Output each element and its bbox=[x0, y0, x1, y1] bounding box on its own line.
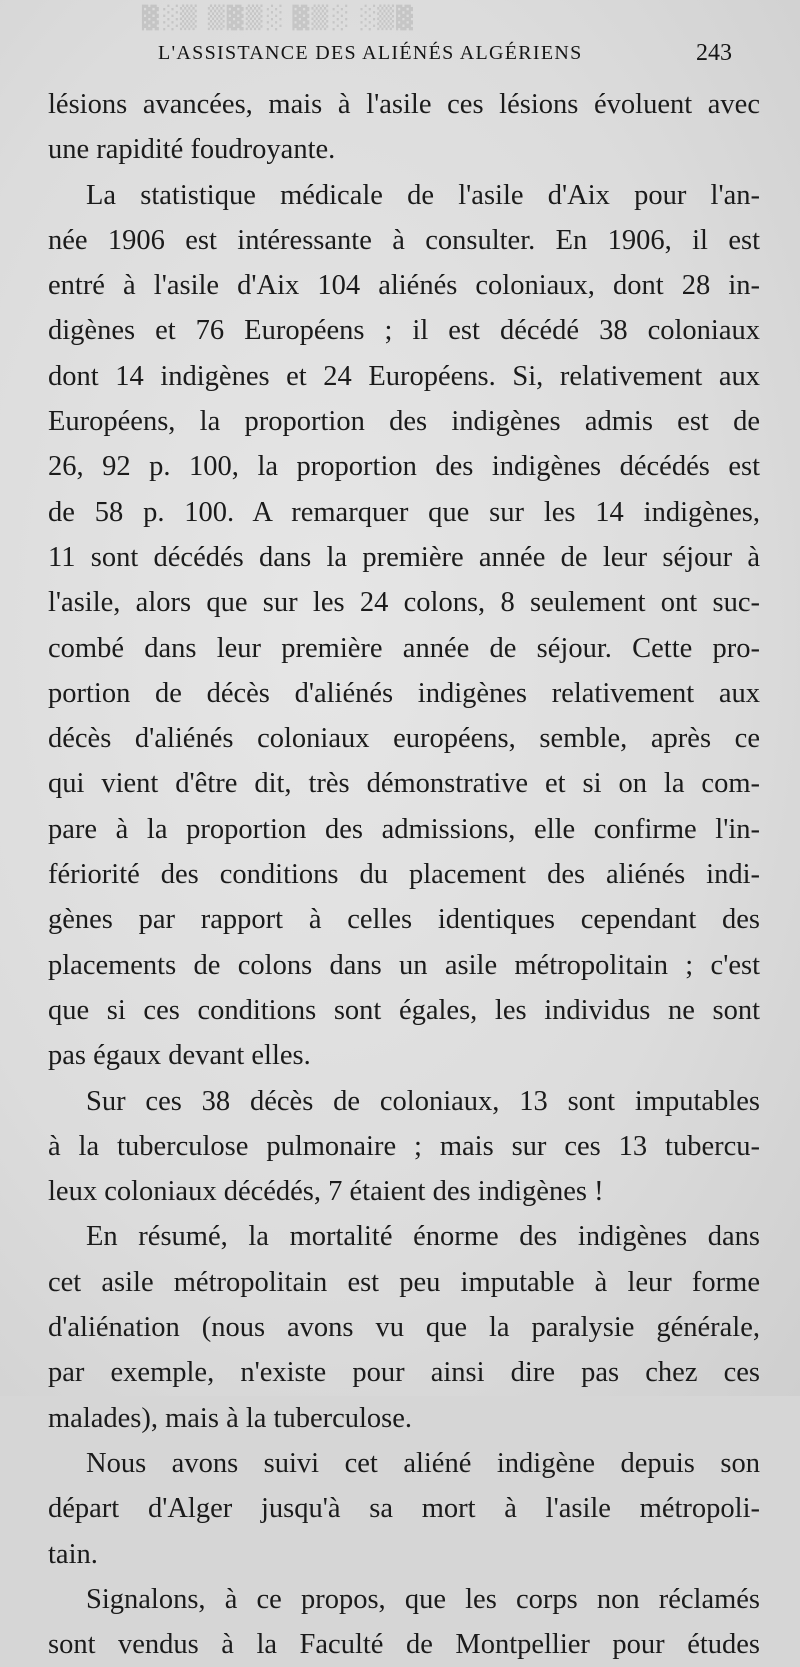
running-header bbox=[0, 38, 800, 72]
page-number: 243 bbox=[696, 40, 732, 66]
bleed-through-text: ▓▒░ ░▒▓ ░▒▓▒ ▒░▓ bbox=[140, 6, 413, 31]
text-line: placements de colons dans un asile métropolitain ; c'est bbox=[48, 949, 760, 981]
text-line: l'asile, alors que sur les 24 colons, 8 seulement ont suc- bbox=[48, 587, 760, 619]
text-line: 26, 92 p. 100, la proportion des indigènes décédés est bbox=[48, 451, 760, 483]
text-line: qui vient d'être dit, très démonstrative et si on la com- bbox=[48, 768, 760, 800]
text-line: portion de décès d'aliénés indigènes relativement aux bbox=[48, 677, 760, 709]
text-line: Nous avons suivi cet aliéné indigène depuis son bbox=[86, 1447, 760, 1479]
text-line: 11 sont décédés dans la première année de leur séjour à bbox=[48, 541, 760, 573]
text-line: entré à l'asile d'Aix 104 aliénés coloniaux, dont 28 in- bbox=[48, 270, 760, 302]
text-line: dont 14 indigènes et 24 Européens. Si, relativement aux bbox=[48, 360, 760, 392]
text-line: Sur ces 38 décès de coloniaux, 13 sont imputables bbox=[86, 1085, 760, 1117]
text-line: sont vendus à la Faculté de Montpellier pour études bbox=[48, 1629, 760, 1661]
text-line: que si ces conditions sont égales, les individus ne sont bbox=[48, 994, 760, 1026]
text-line: fériorité des conditions du placement des aliénés indi- bbox=[48, 859, 760, 891]
text-line: La statistique médicale de l'asile d'Aix pour l'an- bbox=[86, 179, 760, 211]
text-line: à la tuberculose pulmonaire ; mais sur ces 13 tubercu- bbox=[48, 1130, 760, 1162]
text-line: née 1906 est intéressante à consulter. En 1906, il est bbox=[48, 224, 760, 256]
text-line: digènes et 76 Européens ; il est décédé 38 coloniaux bbox=[48, 315, 760, 347]
text-line: combé dans leur première année de séjour. Cette pro- bbox=[48, 632, 760, 664]
text-line: malades), mais à la tuberculose. bbox=[48, 1402, 413, 1434]
text-line: tain. bbox=[48, 1538, 98, 1570]
text-line: pare à la proportion des admissions, elle confirme l'in- bbox=[48, 813, 760, 845]
text-line: lésions avancées, mais à l'asile ces lésions évoluent avec bbox=[48, 89, 760, 120]
text-line: décès d'aliénés coloniaux européens, semble, après ce bbox=[48, 723, 760, 755]
text-line: de 58 p. 100. A remarquer que sur les 14 indigènes, bbox=[48, 496, 760, 528]
text-line: pas égaux devant elles. bbox=[48, 1040, 311, 1072]
text-line: Signalons, à ce propos, que les corps non réclamés bbox=[86, 1583, 760, 1615]
text-line: départ d'Alger jusqu'à sa mort à l'asile métropoli- bbox=[48, 1493, 760, 1525]
text-line: gènes par rapport à celles identiques cependant des bbox=[48, 904, 760, 936]
text-line: En résumé, la mortalité énorme des indigènes dans bbox=[86, 1221, 760, 1253]
text-line: par exemple, n'existe pour ainsi dire pas chez ces bbox=[48, 1357, 760, 1389]
text-line: leux coloniaux décédés, 7 étaient des indigènes ! bbox=[48, 1176, 604, 1208]
text-line: cet asile métropolitain est peu imputable à leur forme bbox=[48, 1266, 760, 1298]
text-line: Européens, la proportion des indigènes admis est de bbox=[48, 406, 760, 438]
text-line: une rapidité foudroyante. bbox=[48, 134, 336, 166]
running-title: L'ASSISTANCE DES ALIÉNÉS ALGÉRIENS bbox=[158, 42, 583, 64]
text-line: d'aliénation (nous avons vu que la paralysie générale, bbox=[48, 1312, 760, 1344]
body-text bbox=[48, 82, 760, 1667]
